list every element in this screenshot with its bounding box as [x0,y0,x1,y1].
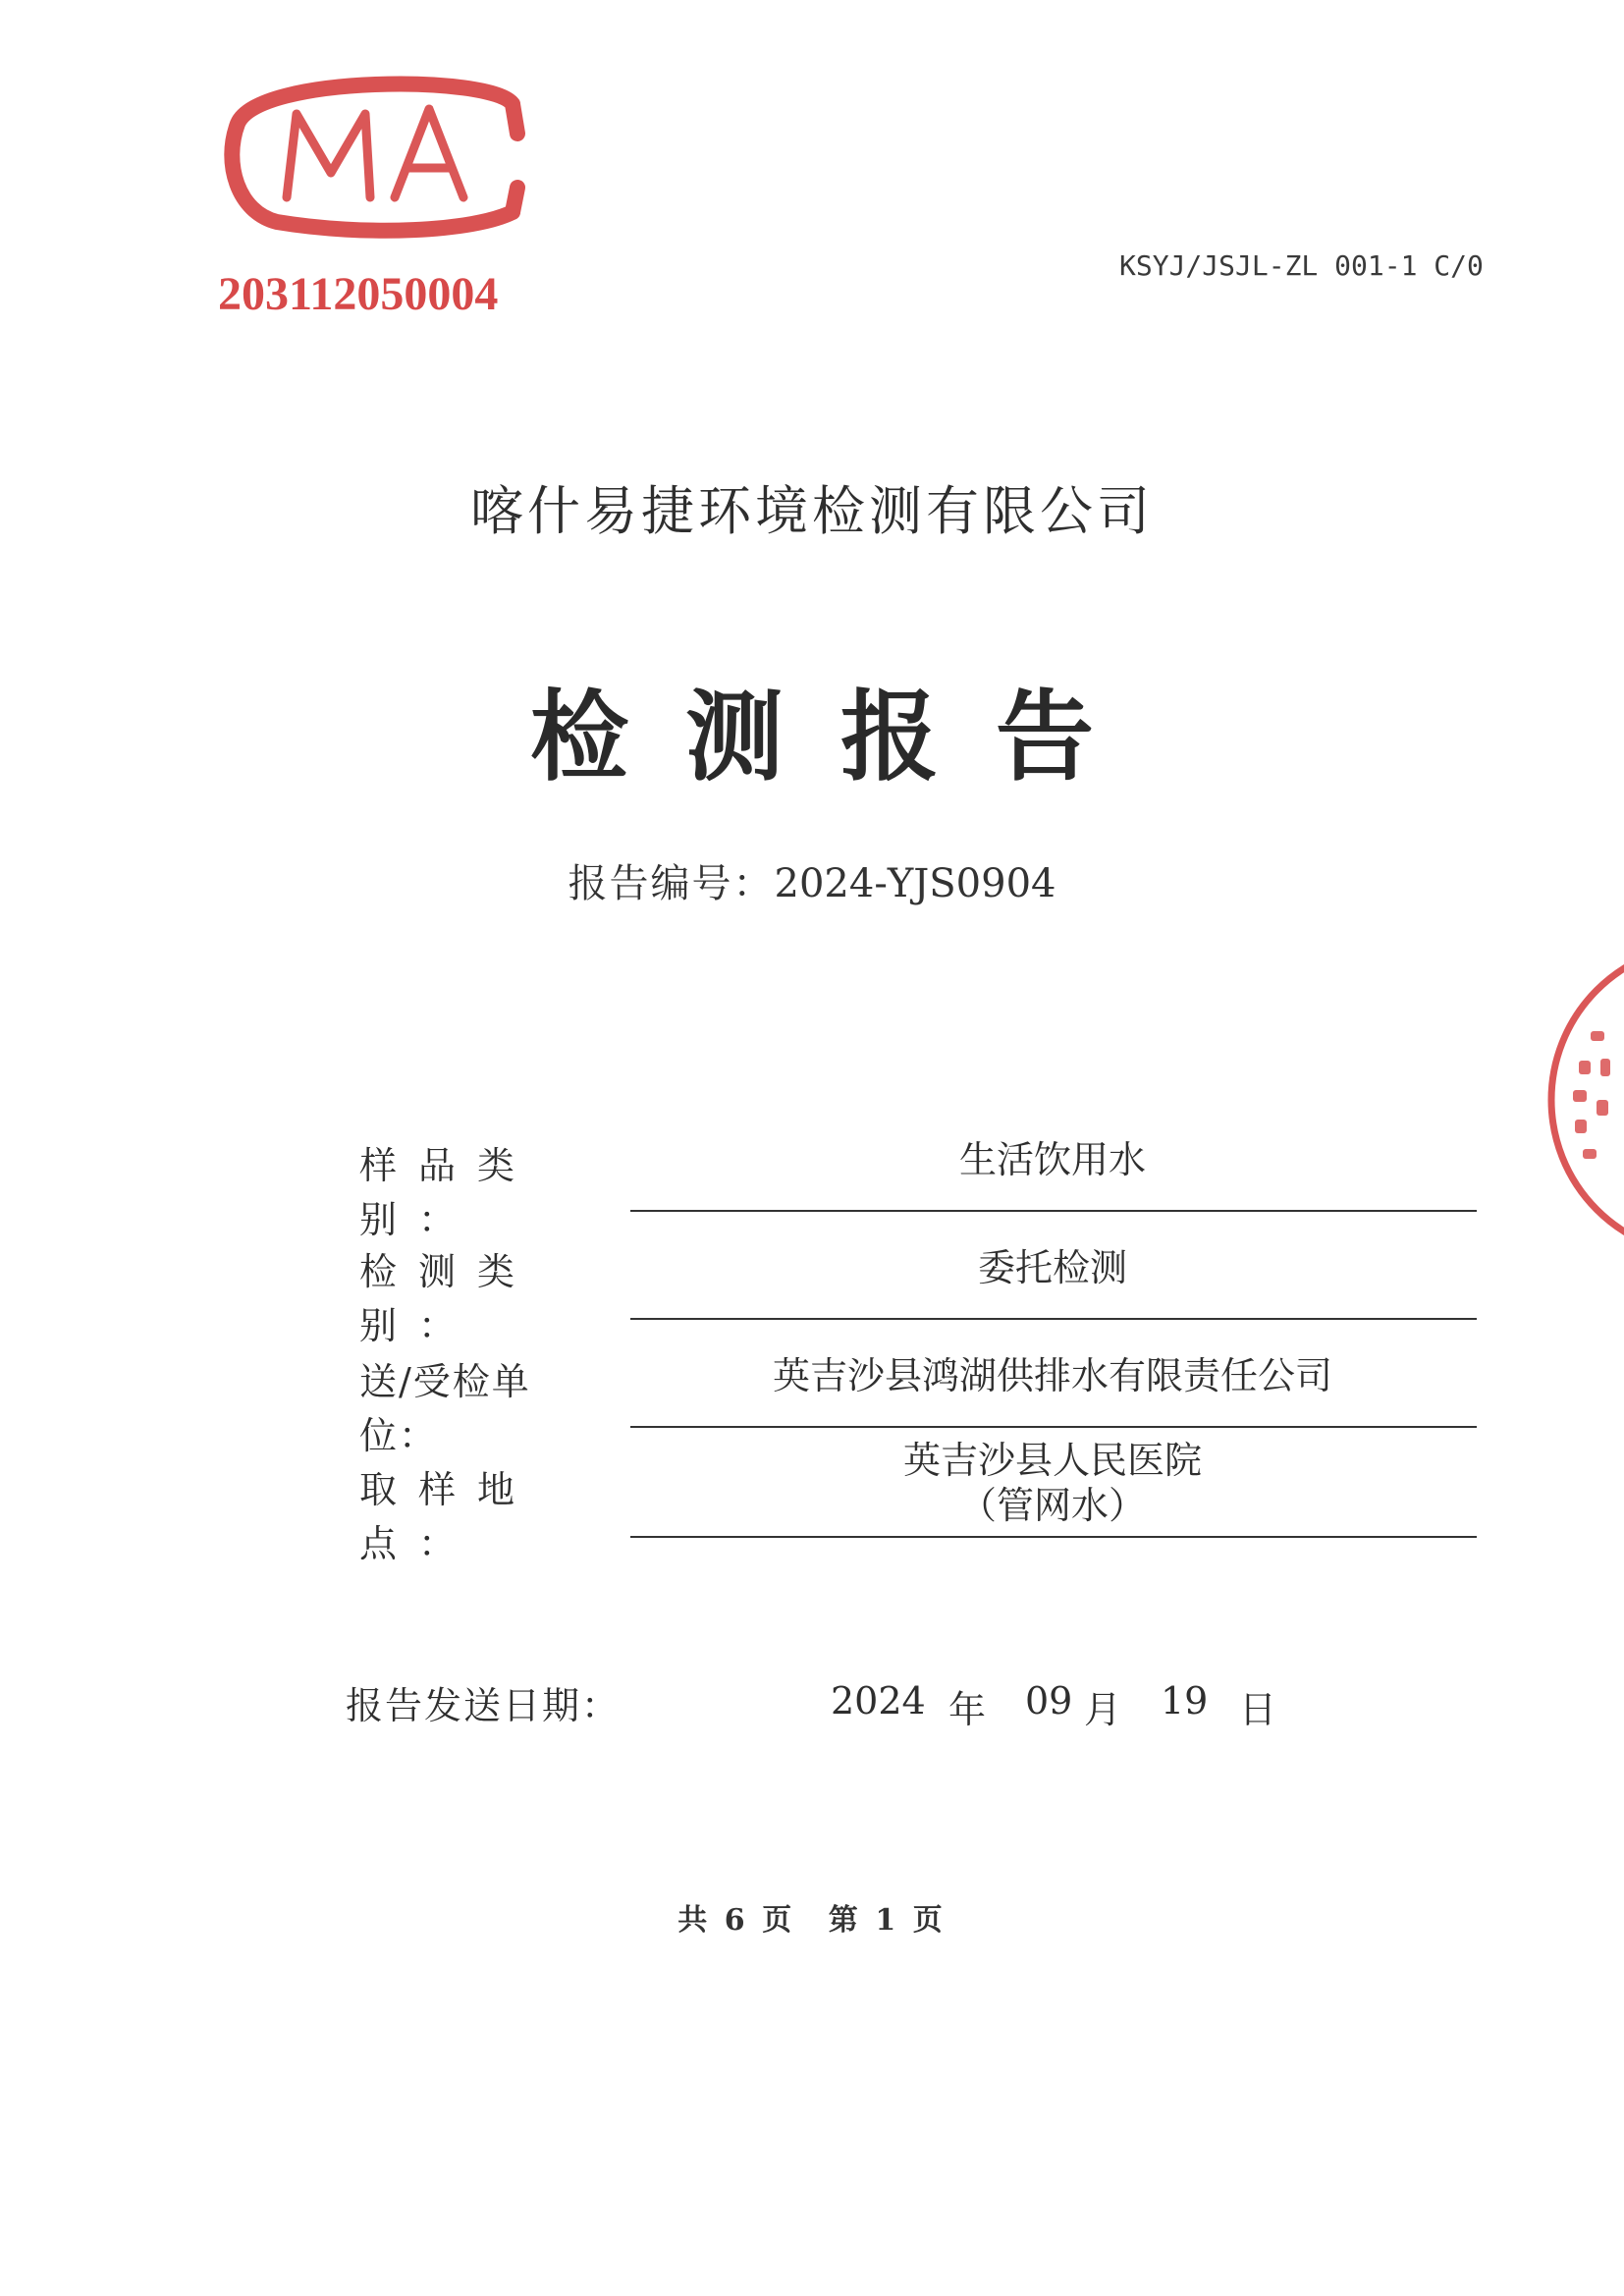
location-value [630,1438,1475,1528]
sample-type-underline [630,1210,1477,1212]
send-date-month-unit: 月 [1084,1688,1122,1731]
sample-type-value: 生活饮用水 [958,1138,1146,1181]
document-code: KSYJ/JSJL-ZL 001-1 C/0 [1119,249,1484,282]
send-date-year-unit: 年 [948,1688,987,1731]
send-date-day: 19 [1161,1679,1209,1722]
send-date-label: 报告发送日期： [346,1684,622,1727]
client-value: 英吉沙县鸿湖供排水有限责任公司 [772,1354,1332,1397]
test-type-value: 委托检测 [977,1246,1127,1289]
test-type-label: 检测类别： [359,1250,537,1347]
stamp-number: 203112050004 [218,268,499,320]
page-total-suffix: 页 [762,1903,796,1938]
company-seal-partial [1540,962,1624,1237]
report-number-label: 报告编号： [568,861,775,906]
page-current-prefix: 第 [828,1903,862,1938]
report-number-value: 2024-YJS0904 [774,861,1056,906]
test-type-underline [630,1318,1477,1320]
company-name: 喀什易捷环境检测有限公司 [470,480,1154,542]
page-counter [0,1895,1624,1939]
client-underline [630,1426,1477,1428]
location-value-line1: 英吉沙县人民医院 [902,1439,1202,1482]
report-number [0,852,1624,908]
page-total [677,1903,795,1938]
report-title: 检测报告 [530,679,1151,794]
location-value-line2: （管网水） [958,1484,1146,1527]
cma-stamp [218,65,532,242]
send-date-day-unit: 日 [1239,1688,1277,1731]
page-current-number: 1 [875,1903,900,1938]
client-label: 送/受检单位： [359,1360,531,1457]
page-total-number: 6 [724,1903,749,1938]
page-total-prefix: 共 [677,1903,712,1938]
sample-type-label: 样品类别： [359,1144,537,1241]
send-date-year: 2024 [831,1679,926,1722]
send-date-month: 09 [1025,1679,1073,1722]
page-current-suffix: 页 [912,1903,947,1938]
page-current [829,1903,947,1938]
location-label: 取样地点： [359,1468,537,1565]
location-underline [630,1536,1477,1538]
